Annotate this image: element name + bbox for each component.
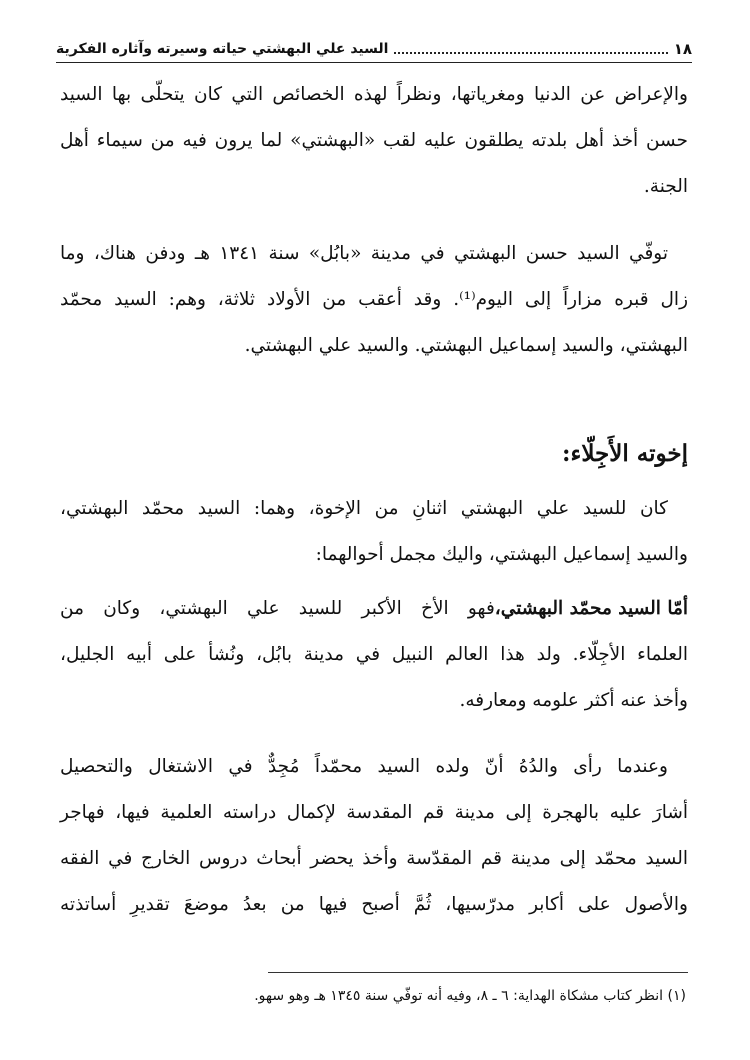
text-line: الجنة. [643,176,688,197]
text-line: كان للسيد علي البهشتي اثنانِ من الإخوة، وهما: السيد محمّد البهشتي، [60,498,668,519]
text-line: العلماء الأجِلّاء. ولد هذا العالم النبيل في مدينة بابُل، ونُشأ على أبيه الجليل، [60,644,688,665]
text-line: أشارَ عليه بالهجرة إلى مدينة قم المقدسة لإكمال دراسته العلمية فيها، فهاجر [60,802,688,823]
text-line: وأخذ عنه أكثر علومه ومعارفه. [459,690,688,711]
text-line: السيد محمّد إلى مدينة قم المقدّسة وأخذ يحضر أبحاث دروس الخارج في الفقه [60,848,688,869]
running-title: السيد علي البهشتي حياته وسيرته وآثاره الفكرية [56,41,389,57]
text-line: توفّي السيد حسن البهشتي في مدينة «بابُل» سنة ١٣٤١ هـ ودفن هناك، وما [60,243,668,264]
section-heading: إخوته الأَجِلّاء: [562,440,688,467]
text-line [60,600,688,632]
text-line: حسن أخذ أهل بلدته يطلقون عليه لقب «البهشتي» لما يرون فيه من سيماء أهل [60,130,688,151]
header-rule [56,62,692,63]
text-line: والأصول على أكابر مدرّسيها، ثُمَّ أصبح فيها من بعدُ موضعَ تقديرِ أساتذته [60,894,688,915]
text-line: وعندما رأى والدُهُ أنّ ولده السيد محمّداً مُجِدٌّ في الاشتغال والتحصيل [60,756,668,777]
header-dot-leader [394,52,667,54]
bold-lead: أمّا السيد محمّد البهشتي، [494,598,688,619]
footnote-rule [268,972,688,973]
text-line: والسيد إسماعيل البهشتي، واليك مجمل أحوالهما: [315,544,688,565]
page-number: ١٨ [673,40,692,58]
text-line: والإعراض عن الدنيا ومغرياتها، ونظراً لهذه الخصائص التي كان يتحلّى بها السيد [60,84,688,105]
text-line: زال قبره مزاراً إلى اليوم⁽¹⁾. وقد أعقب من الأولاد ثلاثة، وهم: السيد محمّد [60,289,689,310]
text-line-rest: فهو الأخ الأكبر للسيد علي البهشتي، وكان من [60,598,495,619]
text-line: البهشتي، والسيد إسماعيل البهشتي. والسيد علي البهشتي. [244,335,688,356]
footnote: (١) انظر كتاب مشكاة الهداية: ٦ ـ ٨، وفيه أنه توفّي سنة ١٣٤٥ هـ وهو سهو. [254,988,686,1004]
running-header [56,38,692,60]
